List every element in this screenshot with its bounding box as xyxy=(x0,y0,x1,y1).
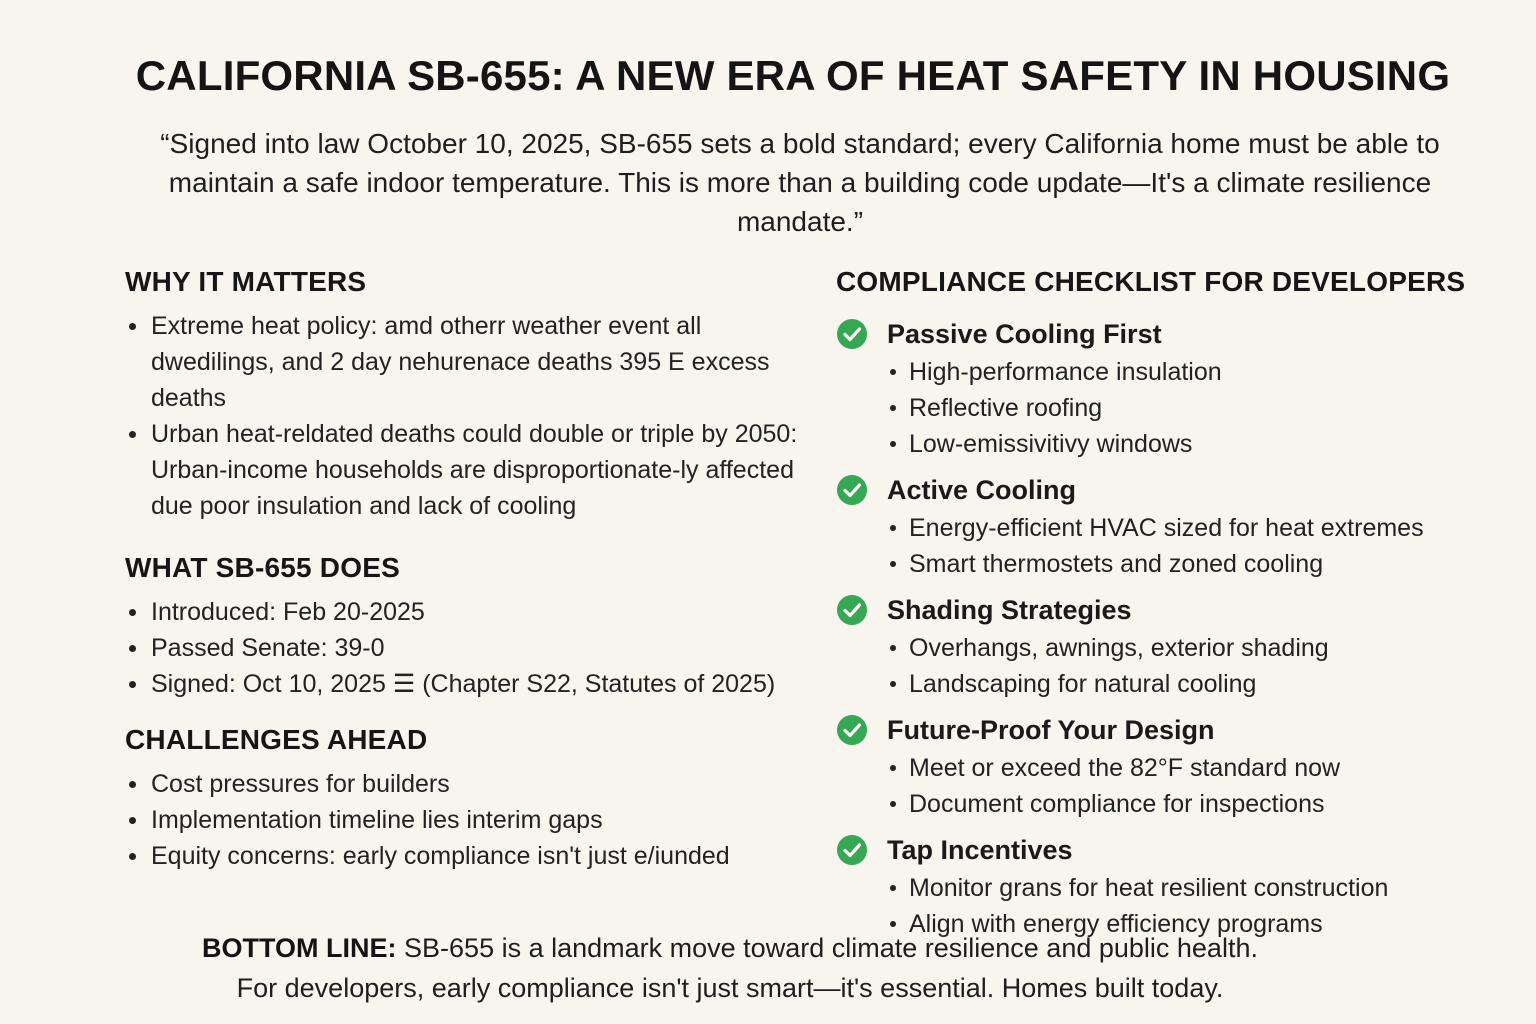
bottom-line xyxy=(0,928,1460,1008)
checklist-group xyxy=(836,470,1496,582)
bullet-list xyxy=(125,766,805,874)
checklist-group-title: Tap Incentives xyxy=(887,834,1073,865)
check-circle-icon xyxy=(836,318,868,350)
list-item: Cost pressures for builders xyxy=(125,766,805,802)
list-item: Landscaping for natural cooling xyxy=(888,666,1496,702)
list-item: Low-emissivitivy windows xyxy=(888,426,1496,462)
checklist-group xyxy=(836,314,1496,462)
list-item: Monitor grans for heat resilient construction xyxy=(888,870,1496,906)
list-item: Document compliance for inspections xyxy=(888,786,1496,822)
check-circle-icon xyxy=(836,594,868,626)
page-title: CALIFORNIA SB-655: A NEW ERA OF HEAT SAFETY IN HOUSING xyxy=(135,52,1451,99)
section-heading: COMPLIANCE CHECKLIST FOR DEVELOPERS xyxy=(836,266,1466,297)
why-it-matters-section xyxy=(125,266,805,524)
check-circle-icon xyxy=(836,474,868,506)
checklist-group-title: Active Cooling xyxy=(887,474,1077,505)
checklist-group-title: Shading Strategies xyxy=(887,594,1132,625)
checklist-group-title: Future-Proof Your Design xyxy=(887,714,1215,745)
check-circle-icon xyxy=(836,714,868,746)
list-item: Energy-efficient HVAC sized for heat extremes xyxy=(888,510,1496,546)
challenges-section xyxy=(125,724,805,874)
list-item: Smart thermostets and zoned cooling xyxy=(888,546,1496,582)
list-item: Meet or exceed the 82°F standard now xyxy=(888,750,1496,786)
left-column xyxy=(125,266,805,874)
list-item: Align with energy efficiency programs xyxy=(888,906,1496,942)
list-item: Extreme heat policy: amd otherr weather event all dwedilings, and 2 day nehurenace deaths 395 E excess deaths xyxy=(125,308,805,416)
bullet-list xyxy=(125,308,805,524)
check-circle-icon xyxy=(836,834,868,866)
section-heading: WHAT SB-655 DOES xyxy=(125,552,400,583)
checklist-group xyxy=(836,710,1496,822)
list-item: Passed Senate: 39-0 xyxy=(125,630,805,666)
list-item: Overhangs, awnings, exterior shading xyxy=(888,630,1496,666)
list-item: High-performance insulation xyxy=(888,354,1496,390)
list-item: Urban heat-reldated deaths could double or triple by 2050: Urban-income households are disproportionate-ly affected due poor insulation and lack of cooling xyxy=(125,416,805,524)
list-item: Signed: Oct 10, 2025 ☰ (Chapter S22, Statutes of 2025) xyxy=(125,666,805,702)
section-heading: CHALLENGES AHEAD xyxy=(125,724,428,755)
list-item: Reflective roofing xyxy=(888,390,1496,426)
bottom-line-text-2: For developers, early compliance isn't just smart—it's essential. Homes built today. xyxy=(236,973,1224,1003)
checklist-group-title: Passive Cooling First xyxy=(887,318,1162,349)
intro-quote: “Signed into law October 10, 2025, SB-655 sets a bold standard; every California home must be able to maintain a safe indoor temperature. This is more than a building code update—It's a climate resilience mandate.” xyxy=(160,128,1440,237)
bottom-line-label: BOTTOM LINE: xyxy=(202,933,397,963)
checklist-group xyxy=(836,590,1496,702)
checklist-group xyxy=(836,830,1496,942)
list-item: Equity concerns: early compliance isn't just e/iunded xyxy=(125,838,805,874)
bottom-line-text: SB-655 is a landmark move toward climate resilience and public health. xyxy=(404,933,1258,963)
section-heading: WHY IT MATTERS xyxy=(125,266,367,297)
compliance-checklist xyxy=(836,266,1496,950)
what-sb655-does-section xyxy=(125,552,805,702)
list-item: Introduced: Feb 20-2025 xyxy=(125,594,805,630)
bullet-list xyxy=(125,594,805,702)
list-item: Implementation timeline lies interim gaps xyxy=(125,802,805,838)
